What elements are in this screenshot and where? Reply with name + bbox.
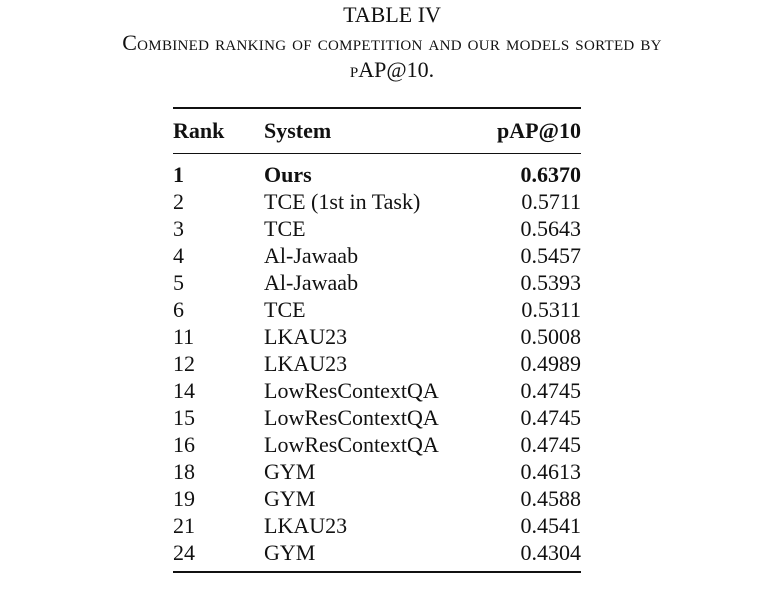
rank-cell: 11	[173, 324, 195, 349]
score-cell: 0.5711	[521, 189, 581, 214]
header-score: pAP@10	[478, 108, 581, 154]
header-system: System	[264, 108, 478, 154]
system-cell: LowResContextQA	[264, 378, 439, 403]
table-title: Combined ranking of competition and our models sorted by	[122, 30, 662, 55]
table-body	[173, 154, 581, 573]
system-cell: LowResContextQA	[264, 405, 439, 430]
header-row	[173, 108, 581, 154]
table-row	[173, 404, 581, 431]
system-cell: LKAU23	[264, 513, 348, 538]
score-cell: 0.5393	[520, 270, 581, 295]
header-rank: Rank	[173, 108, 264, 154]
score-cell: 0.4541	[520, 513, 581, 538]
system-cell: TCE (1st in Task)	[264, 189, 421, 214]
system-cell: LowResContextQA	[264, 432, 439, 457]
table-row	[173, 215, 581, 242]
score-cell: 0.5008	[520, 324, 581, 349]
table-row	[173, 431, 581, 458]
table-row	[173, 539, 581, 572]
score-cell: 0.5457	[520, 243, 581, 268]
system-cell: LKAU23	[264, 351, 348, 376]
rank-cell: 24	[173, 539, 264, 572]
score-cell: 0.4989	[520, 351, 581, 376]
score-cell: 0.4304	[478, 539, 581, 572]
score-cell: 0.4588	[520, 486, 581, 511]
score-cell: 0.4745	[520, 405, 581, 430]
rank-cell: 16	[173, 432, 195, 457]
rank-cell: 12	[173, 351, 195, 376]
table-title-continued	[0, 56, 784, 84]
table-row	[173, 154, 581, 189]
rank-cell: 3	[173, 216, 184, 241]
system-cell: GYM	[264, 459, 316, 484]
table-title-line2: pAP@10.	[349, 57, 435, 82]
system-cell: TCE	[264, 216, 306, 241]
rank-cell: 15	[173, 405, 195, 430]
table-row	[173, 458, 581, 485]
score-cell: 0.5643	[520, 216, 581, 241]
system-cell: Al-Jawaab	[264, 243, 359, 268]
system-cell: GYM	[264, 539, 478, 572]
system-cell: Ours	[264, 162, 312, 187]
table-row	[173, 242, 581, 269]
ranking-table	[173, 107, 581, 573]
rank-cell: 2	[173, 189, 184, 214]
score-cell: 0.4613	[520, 459, 581, 484]
table-row	[173, 512, 581, 539]
table-label: TABLE IV	[343, 2, 441, 27]
rank-cell: 18	[173, 459, 195, 484]
table-row	[173, 323, 581, 350]
rank-cell: 1	[173, 162, 184, 187]
score-cell: 0.4745	[520, 378, 581, 403]
system-cell: TCE	[264, 297, 306, 322]
table-row	[173, 485, 581, 512]
score-cell: 0.4745	[520, 432, 581, 457]
rank-cell: 6	[173, 297, 184, 322]
ranking-table-container	[173, 107, 581, 573]
rank-cell: 19	[173, 486, 195, 511]
table-row	[173, 377, 581, 404]
table-header	[173, 108, 581, 154]
table-row	[173, 350, 581, 377]
rank-cell: 5	[173, 270, 184, 295]
system-cell: GYM	[264, 486, 316, 511]
rank-cell: 14	[173, 378, 195, 403]
rank-cell: 21	[173, 513, 195, 538]
system-cell: Al-Jawaab	[264, 270, 359, 295]
rank-cell: 4	[173, 243, 184, 268]
table-row	[173, 188, 581, 215]
system-cell: LKAU23	[264, 324, 348, 349]
table-row	[173, 296, 581, 323]
score-cell: 0.6370	[520, 162, 581, 187]
score-cell: 0.5311	[521, 297, 581, 322]
table-row	[173, 269, 581, 296]
